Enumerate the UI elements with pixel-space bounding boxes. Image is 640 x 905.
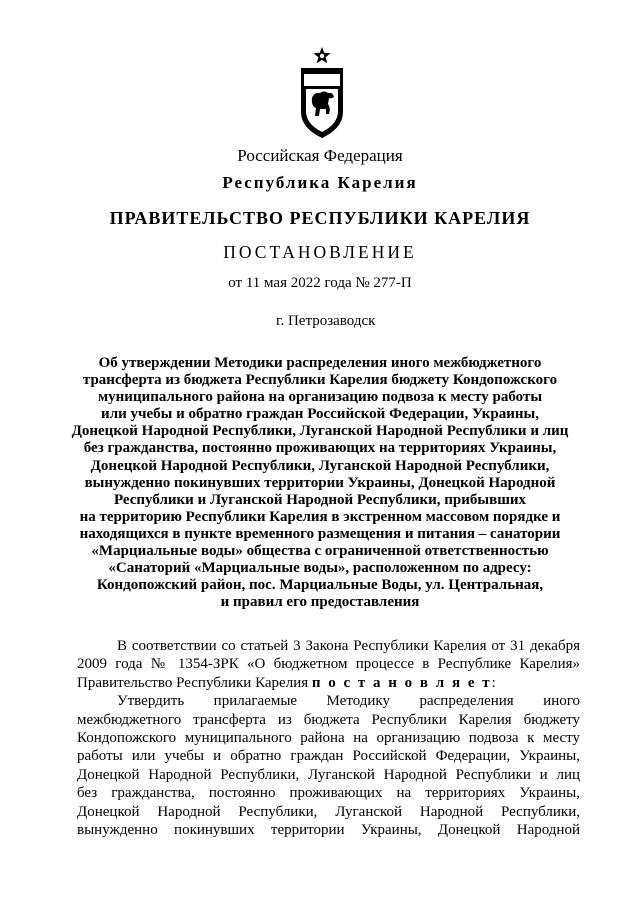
decree-line [77, 674, 580, 692]
title-line: вынужденно покинувших территории Украины, Донецкой Народной [84, 474, 556, 491]
title-line: Донецкой Народной Республики, Луганской Народной Республики, [90, 457, 550, 474]
title-line: или учебы и обратно граждан Российской Федерации, Украины, [101, 406, 539, 423]
body-paragraph-line: работы или учебы и обратно граждан Российской Федерации, Украины, [77, 748, 580, 765]
country-name: Российская Федерация [237, 146, 403, 165]
title-line: без гражданства, постоянно проживающих на территориях Украины, [83, 440, 557, 457]
body-paragraph-line: Донецкой Народной Республики, Луганской Народной Республики, [77, 803, 580, 820]
document-date-number: от 11 мая 2022 года № 277-П [228, 275, 412, 291]
decree-line-prefix: Правительство Республики Карелия [77, 674, 312, 691]
document-body [77, 637, 580, 839]
title-line: находящихся в пункте временного размещения и питания – санатории [79, 525, 561, 542]
body-paragraph-line: Утвердить прилагаемые Методику распределения иного [117, 693, 580, 710]
body-paragraph-line: межбюджетного трансферта из бюджета Республики Карелия бюджету [77, 711, 580, 728]
title-line: трансферта из бюджета Республики Карелия бюджету Кондопожского [82, 372, 558, 389]
body-paragraph-line: Кондопожского муниципального района на организацию подвоза к месту [77, 729, 580, 746]
title-line: Об утверждении Методики распределения иного межбюджетного [98, 355, 542, 371]
body-paragraph-line: вынужденно покинувших территории Украины, Донецкой Народной [77, 821, 580, 838]
title-line: Республики и Луганской Народной Республики, прибывших [113, 491, 527, 508]
decree-line-suffix: : [491, 674, 496, 691]
title-line: муниципального района на организацию подвоза к месту работы [97, 389, 543, 406]
republic-name: Республика Карелия [222, 173, 418, 192]
body-paragraph-line: 2009 года № 1354-ЗРК «О бюджетном процессе в Республике Карелия» [77, 656, 580, 673]
document-city: г. Петрозаводск [276, 313, 376, 329]
title-line: Кондопожский район, пос. Марциальные Воды, ул. Центральная, [96, 577, 544, 594]
document-type: ПОСТАНОВЛЕНИЕ [223, 242, 417, 262]
title-line: «Санаторий «Марциальные воды», расположенном по адресу: [108, 560, 532, 577]
title-line: на территорию Республики Карелия в экстренном массовом порядке и [79, 508, 561, 525]
government-title: ПРАВИТЕЛЬСТВО РЕСПУБЛИКИ КАРЕЛИЯ [109, 208, 531, 228]
title-line: и правил его предоставления [220, 594, 420, 611]
title-line: «Марциальные воды» общества с ограниченной ответственностью [91, 543, 549, 560]
decree-word: п о с т а н о в л я е т [311, 674, 492, 691]
body-paragraph-line: без гражданства, постоянно проживающих на территориях Украины, [77, 785, 580, 802]
karelia-coat-of-arms-icon [298, 46, 346, 142]
document-title [70, 355, 570, 611]
title-line: Донецкой Народной Республики, Луганской Народной Республики и лиц [71, 423, 569, 440]
body-paragraph-line: Донецкой Народной Республики, Луганской Народной Республики и лиц [77, 766, 580, 783]
body-paragraph-line: В соответствии со статьей 3 Закона Республики Карелия от 31 декабря [117, 638, 580, 654]
